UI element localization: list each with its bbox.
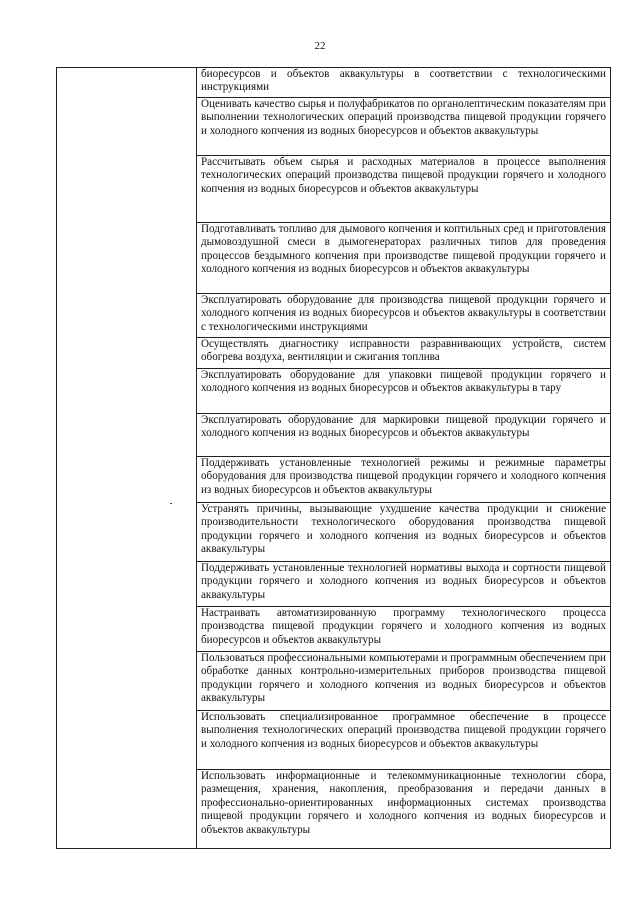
- table-row: [197, 369, 610, 414]
- table-row: [197, 68, 610, 98]
- table-right-column: [197, 68, 611, 848]
- table-row: [197, 503, 610, 562]
- table-row: [197, 223, 610, 294]
- table-row: [197, 338, 610, 369]
- row-text: Эксплуатировать оборудование для маркировки пищевой продукции горячего и холодного копчения из водных биоресурсов и объектов аквакультуры: [201, 414, 606, 440]
- table-row: [197, 98, 610, 156]
- scan-speck: [170, 503, 172, 504]
- row-text: Рассчитывать объем сырья и расходных материалов в процессе выполнения технологических операций производства пищевой продукции горячего и холодного копчения из водных биоресурсов и объектов аквакультуры: [201, 156, 606, 195]
- row-text: Использовать специализированное программное обеспечение в процессе выполнения технологических операций производства пищевой продукции горячего и холодного копчения из водных биоресурсов и объектов аквакультуры: [201, 711, 606, 750]
- table-row: [197, 156, 610, 223]
- table-row: [197, 414, 610, 457]
- row-text: Поддерживать установленные технологией нормативы выхода и сортности пищевой продукции горячего и холодного копчения из водных биоресурсов и объектов аквакультуры: [201, 562, 606, 601]
- table-row: [197, 562, 610, 607]
- table-row: [197, 711, 610, 770]
- table-left-column: [57, 68, 197, 848]
- table-row: [197, 457, 610, 503]
- row-text: Настраивать автоматизированную программу технологического процесса производства пищевой продукции горячего и холодного копчения из водных биоресурсов и объектов аквакультуры: [201, 607, 606, 646]
- row-text: Осуществлять диагностику исправности разравнивающих устройств, систем обогрева воздуха, вентиляции и сжигания топлива: [201, 338, 606, 364]
- table-row: [197, 294, 610, 338]
- row-text: Оценивать качество сырья и полуфабрикатов по органолептическим показателям при выполнении технологических операций производства пищевой продукции горячего и холодного копчения из водных биоресурсов и объектов аквакультуры: [201, 98, 606, 137]
- row-text: Подготавливать топливо для дымового копчения и коптильных сред и приготовления дымовоздушной смеси в дымогенераторах различных типов для проведения процессов бездымного копчения при производстве пищевой продукции горячего и холодного копчения из водных биоресурсов и объектов аквакультуры: [201, 223, 606, 276]
- row-text: Эксплуатировать оборудование для упаковки пищевой продукции горячего и холодного копчения из водных биоресурсов и объектов аквакультуры в тару: [201, 369, 606, 395]
- page-number: 22: [314, 40, 326, 52]
- row-text: Эксплуатировать оборудование для производства пищевой продукции горячего и холодного копчения из водных биоресурсов и объектов аквакультуры в соответствии с технологическими инструкциями: [201, 294, 606, 333]
- table-row: [197, 770, 610, 848]
- row-text: Пользоваться профессиональными компьютерами и программным обеспечением при обработке данных контрольно-измерительных приборов производства пищевой продукции горячего и холодного копчения из водных биоресурсов и объектов аквакультуры: [201, 652, 606, 705]
- row-text: Поддерживать установленные технологией режимы и режимные параметры оборудования для производства пищевой продукции горячего и холодного копчения из водных биоресурсов и объектов аквакультуры: [201, 457, 606, 496]
- table-row: [197, 652, 610, 711]
- row-text: Устранять причины, вызывающие ухудшение качества продукции и снижение производительности технологического оборудования производства пищевой продукции горячего и холодного копчения из водных биоресурсов и объектов аквакультуры: [201, 503, 606, 556]
- skills-table: [56, 67, 611, 849]
- table-row: [197, 607, 610, 652]
- row-text: биоресурсов и объектов аквакультуры в соответствии с технологическими инструкциями: [201, 68, 606, 94]
- row-text: Использовать информационные и телекоммуникационные технологии сбора, размещения, хранения, накопления, преобразования и передачи данных в профессионально-ориентированных информационных системах производства пищевой продукции горячего и холодного копчения из водных биоресурсов и объектов аквакультуры: [201, 770, 606, 836]
